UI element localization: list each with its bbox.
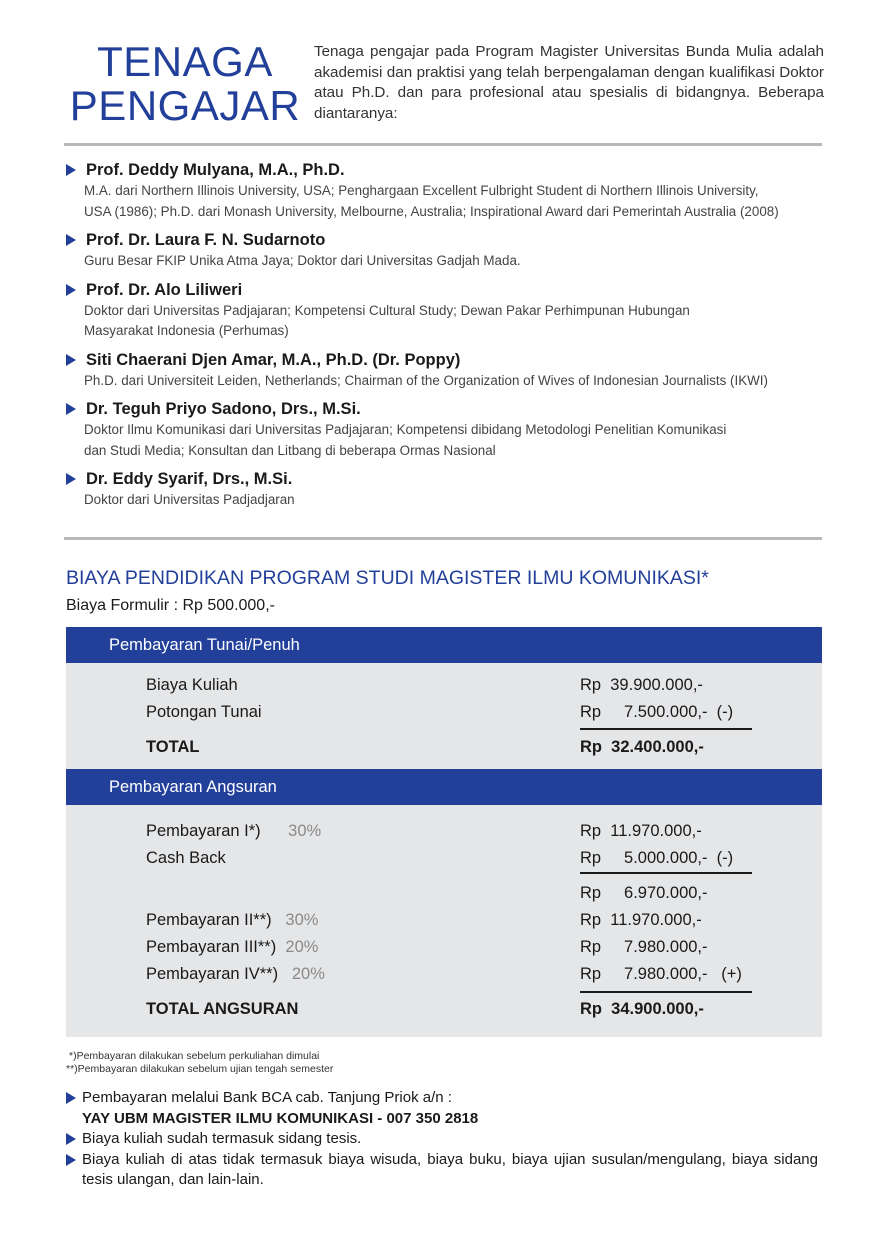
bullet-triangle-icon	[66, 1092, 76, 1104]
bullet-triangle-icon	[66, 164, 76, 176]
payment4-amount: Rp 7.980.000,- (+)	[580, 965, 742, 983]
payment3-label: Pembayaran III**) 20%	[146, 938, 319, 956]
lecturer-item	[64, 229, 824, 272]
cashback-label: Cash Back	[146, 849, 226, 867]
payment4-label: Pembayaran IV**) 20%	[146, 965, 325, 983]
bullet-triangle-icon	[66, 1133, 76, 1145]
payment4-percent: 20%	[291, 965, 325, 983]
lecturer-desc: Doktor dari Universitas Padjadjaran	[84, 492, 295, 507]
payment2-label: Pembayaran II**) 30%	[146, 911, 319, 929]
excluded-costs-item	[66, 1150, 818, 1191]
thesis-info-item	[66, 1129, 818, 1150]
footnote: **)Pembayaran dilakukan sebelum ujian tengah semester	[66, 1063, 334, 1075]
lecturer-name: Dr. Eddy Syarif, Drs., M.Si.	[86, 470, 293, 488]
sum-underline	[580, 728, 752, 730]
lecturer-item	[64, 159, 824, 222]
fees-title: BIAYA PENDIDIKAN PROGRAM STUDI MAGISTER ILMU KOMUNIKASI*	[66, 567, 709, 589]
bank-account: YAY UBM MAGISTER ILMU KOMUNIKASI - 007 350 2818	[82, 1109, 479, 1127]
cash-total-label: TOTAL	[146, 738, 200, 756]
lecturer-name: Prof. Deddy Mulyana, M.A., Ph.D.	[86, 161, 345, 179]
lecturer-name: Prof. Dr. Alo Liliweri	[86, 280, 243, 299]
excluded-costs-text: Biaya kuliah di atas tidak termasuk biaya wisuda, biaya buku, biaya ujian susulan/mengulang, biaya sidang tesis ulangan, dan lain-lain.	[82, 1150, 818, 1188]
lecturer-list	[64, 159, 824, 518]
divider-top	[64, 143, 822, 146]
sum-underline	[580, 872, 752, 874]
tuition-amount: Rp 39.900.000,-	[580, 676, 703, 694]
lecturer-desc: M.A. dari Northern Illinois University, USA; Penghargaan Excellent Fulbright Student di Northern Illinois University,	[84, 183, 759, 198]
payment2-percent: 30%	[285, 911, 319, 929]
bank-info-item	[66, 1088, 818, 1129]
bullet-triangle-icon	[66, 354, 76, 366]
installment-total-label: TOTAL ANGSURAN	[146, 1000, 299, 1018]
payment1-label: Pembayaran I*) 30%	[146, 822, 322, 840]
lecturer-desc: Ph.D. dari Universiteit Leiden, Netherlands; Chairman of the Organization of Wives of Indonesian Journalists (IKWI)	[84, 372, 768, 388]
payment1-amount: Rp 11.970.000,-	[580, 822, 702, 840]
divider-middle	[64, 537, 822, 540]
installment-section-header: Pembayaran Angsuran	[66, 769, 822, 805]
bullet-triangle-icon	[66, 284, 76, 296]
page-title-line2: PENGAJAR	[69, 82, 301, 129]
lecturer-desc: Doktor dari Universitas Padjajaran; Kompetensi Cultural Study; Dewan Pakar Perhimpunan Hubungan	[84, 302, 690, 318]
payment-info-list	[66, 1088, 818, 1191]
tuition-label: Biaya Kuliah	[146, 676, 238, 694]
bullet-triangle-icon	[66, 403, 76, 415]
page-title-line1: TENAGA	[97, 38, 273, 85]
bullet-triangle-icon	[66, 473, 76, 485]
lecturer-desc: Guru Besar FKIP Unika Atma Jaya; Doktor dari Universitas Gadjah Mada.	[84, 253, 521, 268]
lecturer-desc: dan Studi Media; Konsultan dan Litbang di beberapa Ormas Nasional	[84, 442, 496, 458]
lecturer-name: Dr. Teguh Priyo Sadono, Drs., M.Si.	[86, 400, 361, 418]
bullet-triangle-icon	[66, 1154, 76, 1166]
lecturer-item	[64, 398, 824, 461]
page-title	[64, 40, 306, 128]
payment2-amount: Rp 11.970.000,-	[580, 911, 702, 929]
lecturer-name: Prof. Dr. Laura F. N. Sudarnoto	[86, 231, 326, 249]
installment-total-amount: Rp 34.900.000,-	[580, 1000, 704, 1018]
cash-section-header: Pembayaran Tunai/Penuh	[66, 627, 822, 663]
cash-total-amount: Rp 32.400.000,-	[580, 738, 704, 756]
form-fee: Biaya Formulir : Rp 500.000,-	[66, 597, 275, 614]
lecturer-desc: USA (1986); Ph.D. dari Monash University, Melbourne, Australia; Inspirational Award dari Pemerintah Australia (2008)	[84, 203, 779, 219]
footnotes	[66, 1050, 333, 1076]
header	[64, 40, 824, 140]
intro-paragraph: Tenaga pengajar pada Program Magister Universitas Bunda Mulia adalah akademisi dan praktisi yang telah berpengalaman dengan kualifikasi Doktor atau Ph.D. dan para profesional atau spesialis di bidangnya. Beberapa diantaranya:	[314, 43, 824, 122]
thesis-info-text: Biaya kuliah sudah termasuk sidang tesis.	[82, 1130, 362, 1147]
cashback-amount: Rp 5.000.000,- (-)	[580, 849, 734, 867]
lecturer-item	[64, 468, 824, 511]
footnote: *)Pembayaran dilakukan sebelum perkuliahan dimulai	[69, 1050, 320, 1062]
discount-amount: Rp 7.500.000,- (-)	[580, 703, 734, 721]
bank-info-line: Pembayaran melalui Bank BCA cab. Tanjung Priok a/n :	[82, 1089, 452, 1106]
bullet-triangle-icon	[66, 234, 76, 246]
lecturer-desc: Doktor Ilmu Komunikasi dari Universitas Padjajaran; Kompetensi dibidang Metodologi Penelitian Komunikasi	[84, 422, 727, 437]
lecturer-desc: Masyarakat Indonesia (Perhumas)	[84, 323, 289, 338]
discount-label: Potongan Tunai	[146, 703, 262, 721]
net-payment-amount: Rp 6.970.000,-	[580, 884, 708, 902]
lecturer-item	[64, 349, 824, 392]
lecturer-name: Siti Chaerani Djen Amar, M.A., Ph.D. (Dr. Poppy)	[86, 350, 461, 369]
lecturer-item	[64, 279, 824, 342]
payment3-percent: 20%	[285, 938, 319, 956]
payment1-percent: 30%	[288, 822, 322, 840]
payment3-amount: Rp 7.980.000,-	[580, 938, 708, 956]
sum-underline	[580, 991, 752, 993]
